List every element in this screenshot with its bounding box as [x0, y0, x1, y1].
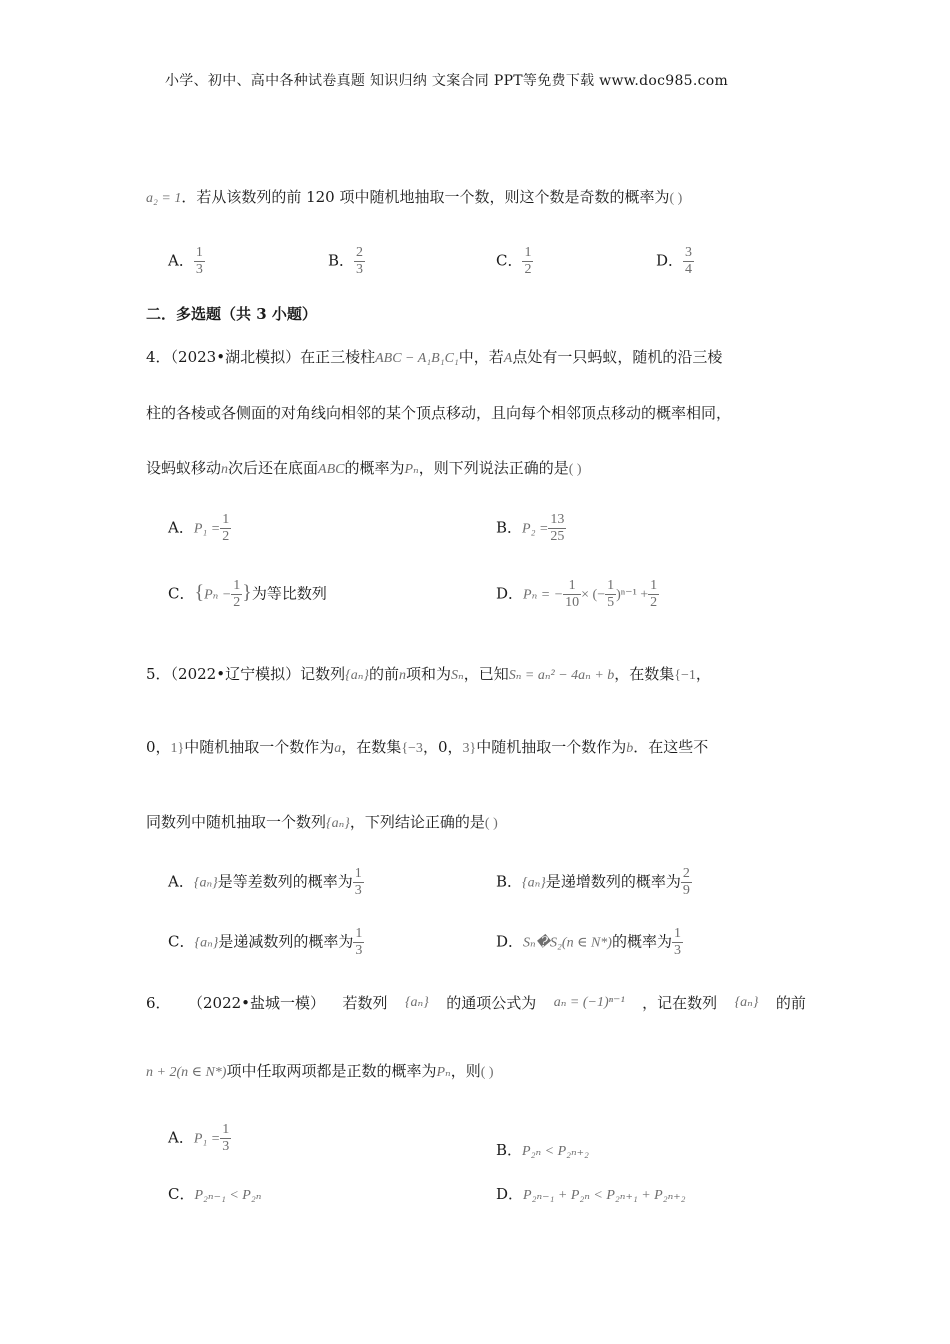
- option-label: D．: [496, 1185, 524, 1203]
- question-source: （2022•盐城一模）: [188, 994, 326, 1012]
- fraction: $\frac{1}{2}$: [233, 578, 241, 610]
- option-label: C．: [168, 584, 195, 603]
- fraction: $\frac{13}{25}$: [550, 512, 565, 544]
- option-label: B．: [496, 1141, 523, 1159]
- option-label: B．: [496, 518, 523, 537]
- question-source: （2022•辽宁模拟）: [170, 665, 301, 683]
- option-label: A．: [168, 518, 194, 537]
- fraction: $\frac{1}{2}$: [524, 245, 532, 277]
- answer-paren: ( ): [484, 816, 498, 831]
- q4-option-d: D．Pₙ = − $\frac{1}{10}$ × (− $\frac{1}{5}$ )ⁿ⁻¹ + $\frac{1}{2}$: [496, 578, 658, 610]
- q5-option-a: A．{aₙ}是等差数列的概率为 $\frac{1}{3}$: [168, 866, 362, 898]
- math-var: Pₙ: [404, 462, 419, 477]
- question-number: 5．: [146, 665, 171, 683]
- q3-continuation: [146, 187, 682, 209]
- page-header: 小学、初中、高中各种试卷真题 知识归纳 文案合同 PPT等免费下载 www.doc985.com: [165, 73, 729, 89]
- q3-option-a: [168, 245, 205, 278]
- math-formula: ABC − A₁B₁C₁: [375, 351, 459, 366]
- q6-option-b: [496, 1140, 589, 1162]
- q6-option-a: A．P₁ = $\frac{1}{3}$: [168, 1122, 230, 1154]
- q4-option-c: C．{Pₙ − $\frac{1}{2}$ }为等比数列: [168, 578, 327, 610]
- option-label: D．: [496, 932, 524, 951]
- q4-option-a: A．P₁ = $\frac{1}{2}$: [168, 512, 230, 544]
- fraction: $\frac{2}{9}$: [682, 866, 690, 898]
- math-formula: P₂ₙ₋₁ < P₂ₙ: [194, 1188, 262, 1203]
- fraction: $\frac{2}{3}$: [356, 245, 364, 277]
- q3-option-d: [656, 245, 694, 278]
- option-label: A．: [168, 872, 194, 891]
- math-formula: P₂ₙ₋₁ + P₂ₙ < P₂ₙ₊₁ + P₂ₙ₊₂: [523, 1188, 686, 1203]
- fraction: $\frac{3}{4}$: [685, 245, 693, 277]
- fraction: $\frac{1}{10}$: [565, 578, 580, 610]
- fraction: $\frac{1}{3}$: [222, 1122, 230, 1154]
- answer-paren: ( ): [669, 191, 683, 206]
- q6-option-d: [496, 1184, 686, 1206]
- fraction: $\frac{1}{5}$: [607, 578, 615, 610]
- option-label: B．: [328, 251, 355, 270]
- answer-paren: ( ): [480, 1065, 494, 1080]
- option-label: A．: [168, 1128, 194, 1147]
- q5-line2: 0，1}中随机抽取一个数作为a，在数集{−3，0，3}中随机抽取一个数作为b．在这些不: [146, 738, 709, 756]
- q5-option-b: B．{aₙ}是递增数列的概率为 $\frac{2}{9}$: [496, 866, 690, 898]
- q3-formula: a₂ = 1: [146, 191, 182, 206]
- fraction: $\frac{1}{3}$: [354, 866, 362, 898]
- q6-option-c: [168, 1184, 261, 1206]
- fraction: $\frac{1}{3}$: [673, 926, 681, 958]
- math-formula: ABC: [318, 462, 345, 477]
- question-source: （2023•湖北模拟）: [170, 348, 301, 366]
- option-label: B．: [496, 872, 523, 891]
- question-number: 4．: [146, 348, 171, 366]
- section-title: 二．多选题（共 3 小题）: [146, 305, 317, 323]
- q3-text: ．若从该数列的前 120 项中随机地抽取一个数，则这个数是奇数的概率为: [181, 188, 670, 206]
- option-label: C．: [168, 1185, 195, 1203]
- q3-option-b: [328, 245, 365, 278]
- q3-option-c: [496, 245, 533, 278]
- q5-option-d: D．Sₙ�S₂(n ∈ N*)的概率为 $\frac{1}{3}$: [496, 926, 681, 958]
- q4-option-b: B．P₂ = $\frac{13}{25}$: [496, 512, 565, 544]
- answer-paren: ( ): [568, 462, 582, 477]
- q5-line1: 5．（2022•辽宁模拟）记数列{aₙ}的前n项和为Sₙ，已知Sₙ = aₙ² − 4aₙ + b，在数集{−1，: [146, 665, 711, 683]
- question-number: 6．: [146, 994, 171, 1012]
- q6-line1: 6． （2022•盐城一模） 若数列 {aₙ} 的通项公式为 aₙ = (−1)ⁿ⁻¹ ，记在数列 {aₙ} 的前: [146, 994, 806, 1012]
- option-label: C．: [168, 932, 195, 951]
- q4-line2: 柱的各棱或各侧面的对角线向相邻的某个顶点移动，且向每个相邻顶点移动的概率相同，: [146, 404, 732, 422]
- option-label: C．: [496, 251, 523, 270]
- fraction: $\frac{1}{2}$: [650, 578, 658, 610]
- math-formula: Sₙ�S₂(n ∈ N*): [523, 935, 612, 951]
- math-formula: n + 2(n ∈ N*): [146, 1065, 227, 1080]
- q5-line3: 同数列中随机抽取一个数列{aₙ}，下列结论正确的是( ): [146, 813, 498, 831]
- math-var: n: [221, 462, 229, 477]
- q4-line3: 设蚂蚁移动n次后还在底面ABC的概率为Pₙ，则下列说法正确的是( ): [146, 459, 582, 477]
- q5-option-c: C．{aₙ}是递减数列的概率为 $\frac{1}{3}$: [168, 926, 363, 958]
- option-label: D．: [496, 584, 524, 603]
- q4-line1: 4．（2023•湖北模拟）在正三棱柱ABC − A₁B₁C₁中，若A点处有一只蚂蚁，随机的沿三棱: [146, 348, 723, 366]
- option-label: A．: [168, 251, 194, 270]
- option-label: D．: [656, 251, 684, 270]
- fraction: $\frac{1}{3}$: [195, 245, 203, 277]
- fraction: $\frac{1}{2}$: [222, 512, 230, 544]
- math-var: A: [503, 351, 513, 366]
- math-formula: P₂ₙ < P₂ₙ₊₂: [522, 1144, 589, 1159]
- math-seq: {aₙ}: [345, 668, 369, 683]
- fraction: $\frac{1}{3}$: [355, 926, 363, 958]
- math-formula: Sₙ = aₙ² − 4aₙ + b: [508, 668, 615, 683]
- q6-line2: n + 2(n ∈ N*)项中任取两项都是正数的概率为Pₙ，则( ): [146, 1062, 494, 1080]
- math-formula: aₙ = (−1)ⁿ⁻¹: [553, 995, 625, 1010]
